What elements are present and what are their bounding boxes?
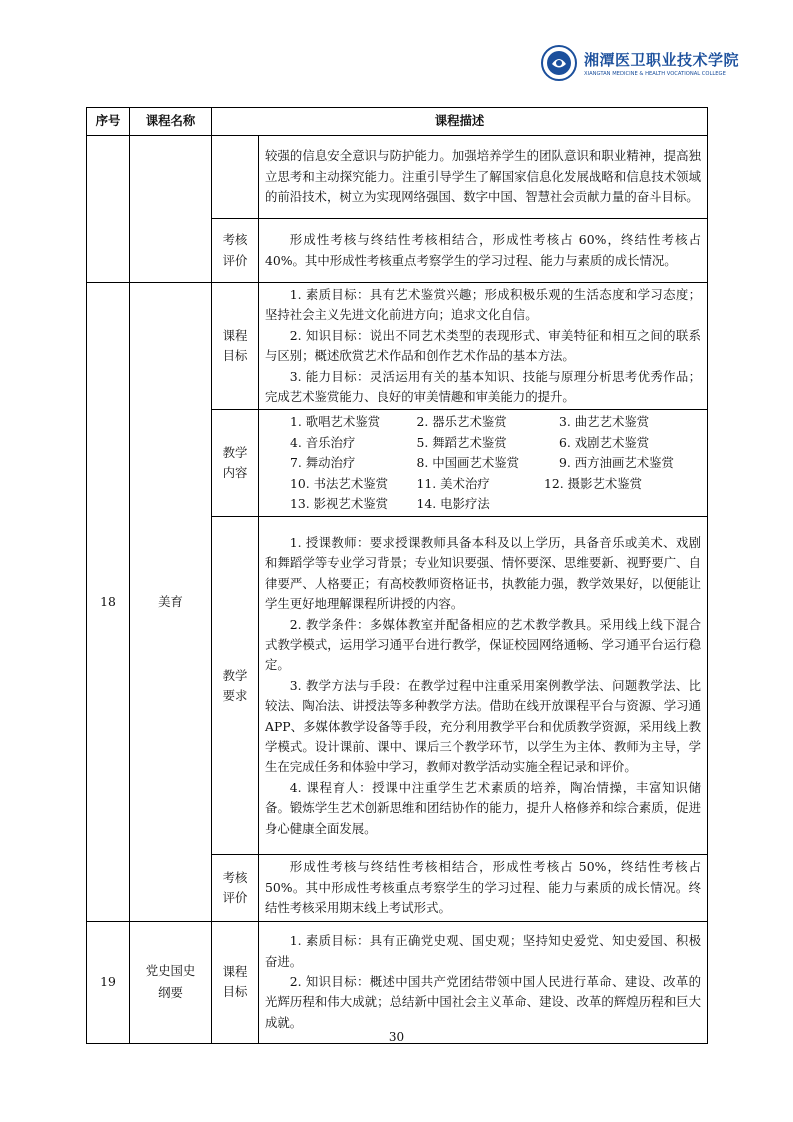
content-item: 1. 歌唱艺术鉴赏 bbox=[290, 414, 381, 430]
objective-item: 2. 知识目标：说出不同艺术类型的表现形式、审美特征和相互之间的联系与区别；概述欣赏艺术作品和创作艺术作品的基本方法。 bbox=[265, 327, 701, 364]
college-name-en: XIANGTAN MEDICINE & HEALTH VOCATIONAL COLLEGE bbox=[584, 71, 726, 77]
row18-objectives-label: 课程目标 bbox=[212, 283, 259, 410]
cont-name-cell bbox=[130, 136, 212, 283]
page-number: 30 bbox=[388, 1030, 405, 1044]
objective-item: 1. 素质目标：具有正确党史观、国史观；坚持知史爱党、知史爱国、积极奋进。 bbox=[265, 933, 701, 969]
content-grid bbox=[265, 412, 701, 514]
college-emblem-icon bbox=[540, 44, 578, 82]
header-course-name: 课程名称 bbox=[130, 108, 212, 136]
content-item: 14. 电影疗法 bbox=[416, 496, 490, 512]
row18-content-label: 教学内容 bbox=[212, 410, 259, 517]
cont-objective-cell bbox=[259, 136, 708, 219]
table-header-row bbox=[87, 108, 708, 136]
table-row bbox=[87, 921, 708, 1043]
college-logo bbox=[540, 44, 750, 84]
content-item: 9. 西方油画艺术鉴赏 bbox=[559, 455, 674, 471]
content-item: 11. 美术治疗 bbox=[416, 475, 490, 491]
row18-number: 18 bbox=[87, 283, 130, 922]
requirement-item: 4. 课程育人：授课中注重学生艺术素质的培养，陶冶情操，丰富知识储备。锻炼学生艺术创新思维和团结协作的能力，提升人格修养和综合素质，促进身心健康全面发展。 bbox=[265, 779, 701, 836]
row18-requirements-cell bbox=[259, 517, 708, 855]
objective-item: 1. 素质目标：具有艺术鉴赏兴趣；形成积极乐观的生活态度和学习态度；坚持社会主义先进文化前进方向；追求文化自信。 bbox=[265, 287, 701, 323]
row19-number: 19 bbox=[87, 921, 130, 1043]
content-item: 12. 摄影艺术鉴赏 bbox=[544, 475, 643, 491]
cont-sub-label-cell bbox=[212, 136, 259, 219]
content-item: 7. 舞动治疗 bbox=[290, 455, 356, 471]
row18-eval-label: 考核评价 bbox=[212, 855, 259, 921]
objective-item: 2. 知识目标：概述中国共产党团结带领中国人民进行革命、建设、改革的光辉历程和伟大成就；总结新中国社会主义革命、建设、改革的辉煌历程和巨大成就。 bbox=[265, 973, 701, 1030]
row18-content-cell bbox=[259, 410, 708, 517]
header-number: 序号 bbox=[87, 108, 130, 136]
table-row bbox=[87, 283, 708, 410]
row18-eval-text: 形成性考核与终结性考核相结合，形成性考核占 50%，终结性考核占 50%。其中形成性考核重点考察学生的学习过程、能力与素质的成长情况。终结性考核采用期末线上考试形式。 bbox=[265, 859, 701, 916]
course-table bbox=[86, 107, 708, 1044]
requirement-item: 1. 授课教师：要求授课教师具备本科及以上学历，具备音乐或美术、戏剧和舞蹈学等专业学习背景；专业知识要强、情怀要深、思维要新、视野要广、自律要严、人格要正；有高校教师资格证书，执教能力强，教学效果好，以便能让学生更好地理解课程所讲授的内容。 bbox=[265, 534, 701, 612]
header-course-desc: 课程描述 bbox=[212, 108, 708, 136]
row18-objectives-cell bbox=[259, 283, 708, 410]
row19-objectives-label: 课程目标 bbox=[212, 921, 259, 1043]
content-item: 2. 器乐艺术鉴赏 bbox=[416, 414, 507, 430]
content-item bbox=[544, 494, 701, 514]
objective-item: 3. 能力目标：灵活运用有关的基本知识、技能与原理分析思考优秀作品；完成艺术鉴赏能力、良好的审美情趣和审美能力的提升。 bbox=[265, 368, 701, 405]
content-item: 4. 音乐治疗 bbox=[290, 434, 356, 450]
row18-requirements-label: 教学要求 bbox=[212, 517, 259, 855]
table-row bbox=[87, 136, 708, 219]
row19-course-name: 党史国史纲要 bbox=[130, 921, 212, 1043]
content-item: 13. 影视艺术鉴赏 bbox=[290, 496, 388, 512]
college-name-cn: 湘潭医卫职业技术学院 bbox=[584, 51, 740, 69]
row19-objectives-cell bbox=[259, 921, 708, 1043]
requirement-item: 2. 教学条件：多媒体教室并配备相应的艺术教学教具。采用线上线下混合式教学模式，运用学习通平台进行教学，保证校园网络通畅、学习通平台运行稳定。 bbox=[265, 616, 701, 673]
row18-eval-cell bbox=[259, 855, 708, 921]
content-item: 8. 中国画艺术鉴赏 bbox=[416, 455, 520, 471]
content-item: 3. 曲艺艺术鉴赏 bbox=[559, 414, 650, 430]
content-item: 6. 戏剧艺术鉴赏 bbox=[559, 434, 650, 450]
cont-eval-label: 考核评价 bbox=[212, 219, 259, 283]
content-item: 5. 舞蹈艺术鉴赏 bbox=[416, 434, 507, 450]
cont-number-cell bbox=[87, 136, 130, 283]
row18-course-name: 美育 bbox=[130, 283, 212, 922]
requirement-item: 3. 教学方法与手段：在教学过程中注重采用案例教学法、问题教学法、比较法、陶冶法、讲授法等多种教学方法。借助在线开放课程平台与资源、学习通 APP、多媒体教学设备等手段，充分利用教学平台和优质教学资源，采用线上教学模式。设计课前、课中、课后三个教学环节，以学生为主体、教师为主导，学生在完成任务和体验中学习，教师对教学活动实施全程记录和评价。 bbox=[265, 677, 701, 775]
content-item: 10. 书法艺术鉴赏 bbox=[290, 475, 388, 491]
cont-eval-text-cell bbox=[259, 219, 708, 283]
cont-eval-text: 形成性考核与终结性考核相结合，形成性考核占 60%，终结性考核占 40%。其中形成性考核重点考察学生的学习过程、能力与素质的成长情况。 bbox=[265, 232, 701, 268]
cont-objective-text: 较强的信息安全意识与防护能力。加强培养学生的团队意识和职业精神，提高独立思考和主动探究能力。注重引导学生了解国家信息化发展战略和信息技术领域的前沿技术，树立为实现网络强国、数字中国、智慧社会贡献力量的奋斗目标。 bbox=[265, 148, 701, 205]
